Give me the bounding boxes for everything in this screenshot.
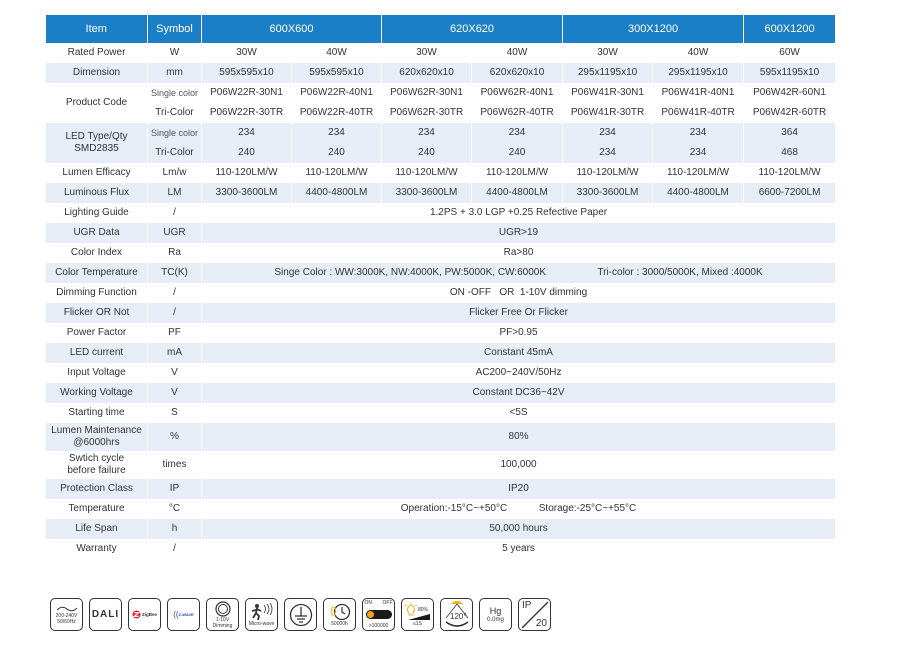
row-lumen-maintenance	[46, 423, 836, 451]
row-symbol: Tri-Color	[148, 143, 202, 163]
row-product-code-single	[46, 83, 836, 103]
cell: 234	[202, 123, 292, 143]
cell: 4400-4800LM	[472, 183, 563, 203]
row-symbol: h	[148, 519, 202, 539]
cell: 620x620x10	[472, 63, 563, 83]
cell: IP20	[202, 479, 836, 499]
cell: 40W	[472, 43, 563, 63]
row-label: Lumen Efficacy	[46, 163, 148, 183]
instant-start-icon: 80% ≤1S	[401, 598, 434, 631]
cell: 234	[563, 143, 653, 163]
row-label: Luminous Flux	[46, 183, 148, 203]
row-dimming	[46, 283, 836, 303]
cell: P06W41R-30TR	[563, 103, 653, 123]
row-symbol: LM	[148, 183, 202, 203]
cell: P06W42R-60TR	[744, 103, 836, 123]
cell: P06W62R-30TR	[382, 103, 472, 123]
row-symbol: S	[148, 403, 202, 423]
cell: UGR>19	[202, 223, 836, 243]
row-label: Life Span	[46, 519, 148, 539]
row-symbol: Lm/w	[148, 163, 202, 183]
cell: 100,000	[202, 451, 836, 479]
cell: 110-120LM/W	[382, 163, 472, 183]
row-life-span	[46, 519, 836, 539]
header-row	[46, 15, 836, 43]
row-protection	[46, 479, 836, 499]
cell: 620x620x10	[382, 63, 472, 83]
row-rated-power	[46, 43, 836, 63]
row-symbol: IP	[148, 479, 202, 499]
row-symbol: %	[148, 423, 202, 451]
cell: 5 years	[202, 539, 836, 559]
row-symbol: TC(K)	[148, 263, 202, 283]
zigbee-icon: ZigBee	[128, 598, 161, 631]
color-temp-single: Singe Color : WW:3000K, NW:4000K, PW:5000K, CW:6000K	[274, 267, 546, 278]
feature-icons-row	[50, 598, 551, 634]
cell: PF>0.95	[202, 323, 836, 343]
row-label-line2: @6000hrs	[73, 437, 120, 448]
row-label: Input Voltage	[46, 363, 148, 383]
cell: 40W	[653, 43, 744, 63]
row-label	[46, 423, 148, 451]
cell: 110-120LM/W	[292, 163, 382, 183]
cell: P06W62R-40N1	[472, 83, 563, 103]
cell: 234	[563, 123, 653, 143]
row-led-current	[46, 343, 836, 363]
cell: 240	[202, 143, 292, 163]
row-label: Temperature	[46, 499, 148, 519]
cell: 110-120LM/W	[472, 163, 563, 183]
cell: P06W41R-40N1	[653, 83, 744, 103]
row-ugr	[46, 223, 836, 243]
cell	[202, 263, 836, 283]
cell: 6600-7200LM	[744, 183, 836, 203]
cell: 60W	[744, 43, 836, 63]
cell: 234	[382, 123, 472, 143]
cell: 240	[292, 143, 382, 163]
cell: 30W	[202, 43, 292, 63]
row-label: Color Index	[46, 243, 148, 263]
cell: 40W	[292, 43, 382, 63]
row-symbol: W	[148, 43, 202, 63]
cell: 4400-4800LM	[292, 183, 382, 203]
cell: 295x1195x10	[563, 63, 653, 83]
cell: 595x595x10	[202, 63, 292, 83]
cell: Constant DC36~42V	[202, 383, 836, 403]
row-symbol: V	[148, 383, 202, 403]
row-input-voltage	[46, 363, 836, 383]
cell: 234	[292, 123, 382, 143]
svg-text:120°: 120°	[449, 611, 467, 621]
header-600x600: 600X600	[202, 15, 382, 43]
cell: 110-120LM/W	[653, 163, 744, 183]
cell	[202, 499, 836, 519]
row-symbol: UGR	[148, 223, 202, 243]
row-label: Protection Class	[46, 479, 148, 499]
row-label: Product Code	[46, 83, 148, 123]
cell: 80%	[202, 423, 836, 451]
row-working-voltage	[46, 383, 836, 403]
cell: 234	[653, 123, 744, 143]
cell: 595x595x10	[292, 63, 382, 83]
row-warranty	[46, 539, 836, 559]
cell: 295x1195x10	[653, 63, 744, 83]
row-label: Rated Power	[46, 43, 148, 63]
spec-table	[45, 15, 836, 559]
row-label	[46, 123, 148, 163]
row-label-line1: Swtich cycle	[68, 453, 124, 464]
cell: 364	[744, 123, 836, 143]
cell: P06W22R-40TR	[292, 103, 382, 123]
row-flicker	[46, 303, 836, 323]
row-label: Warranty	[46, 539, 148, 559]
row-label	[46, 451, 148, 479]
cell: P06W22R-40N1	[292, 83, 382, 103]
cell: P06W41R-40TR	[653, 103, 744, 123]
cell: Ra>80	[202, 243, 836, 263]
row-lighting-guide	[46, 203, 836, 223]
row-symbol: /	[148, 303, 202, 323]
row-label-line2: before failure	[67, 465, 126, 476]
cell: AC200~240V/50Hz	[202, 363, 836, 383]
header-620x620: 620X620	[382, 15, 563, 43]
ground-icon	[284, 598, 317, 631]
microwave-sensor-icon: Micro-wave	[245, 598, 278, 631]
row-dimension	[46, 63, 836, 83]
cell: 234	[472, 123, 563, 143]
row-label: Dimension	[46, 63, 148, 83]
ac-voltage-icon: 200-240V 50/60Hz	[50, 598, 83, 631]
row-symbol: Ra	[148, 243, 202, 263]
ip-rating-icon: IP 20	[518, 598, 551, 631]
cell: P06W42R-60N1	[744, 83, 836, 103]
temp-storage: Storage:-25°C~+55°C	[538, 503, 637, 514]
row-label: LED current	[46, 343, 148, 363]
row-symbol: Tri-Color	[148, 103, 202, 123]
row-label: Dimming Function	[46, 283, 148, 303]
row-lumen-efficacy	[46, 163, 836, 183]
mercury-free-icon: Hg 0.0mg	[479, 598, 512, 631]
row-label-line2: SMD2835	[74, 143, 119, 154]
cell: P06W22R-30N1	[202, 83, 292, 103]
row-label-line1: LED Type/Qty	[65, 131, 128, 142]
dali-icon: DALI	[89, 598, 122, 631]
row-symbol: Single color	[148, 123, 202, 143]
cell: 110-120LM/W	[744, 163, 836, 183]
cell: 3300-3600LM	[202, 183, 292, 203]
row-label: UGR Data	[46, 223, 148, 243]
dimming-knob-icon: 1-10V Dimming	[206, 598, 239, 631]
cell: Flicker Free Or Flicker	[202, 303, 836, 323]
cell: <5S	[202, 403, 836, 423]
row-symbol: /	[148, 539, 202, 559]
cell: 3300-3600LM	[382, 183, 472, 203]
lifetime-clock-icon: 50000h	[323, 598, 356, 631]
cell: 1.2PS + 3.0 LGP +0.25 Refective Paper	[202, 203, 836, 223]
cell: 240	[382, 143, 472, 163]
row-label: Power Factor	[46, 323, 148, 343]
cell: 4400-4800LM	[653, 183, 744, 203]
row-label: Working Voltage	[46, 383, 148, 403]
row-symbol: times	[148, 451, 202, 479]
header-item: Item	[46, 15, 148, 43]
row-label: Color Temperature	[46, 263, 148, 283]
row-switch-cycle	[46, 451, 836, 479]
svg-text:80%: 80%	[417, 606, 428, 613]
cell: 30W	[563, 43, 653, 63]
row-color-temp	[46, 263, 836, 283]
row-temperature	[46, 499, 836, 519]
cell: 468	[744, 143, 836, 163]
cell: ON -OFF OR 1-10V dimming	[202, 283, 836, 303]
temp-operation: Operation:-15°C~+50°C	[400, 503, 508, 514]
cell: P06W62R-30N1	[382, 83, 472, 103]
row-label: Starting time	[46, 403, 148, 423]
cell: 240	[472, 143, 563, 163]
header-symbol: Symbol	[148, 15, 202, 43]
row-label-line1: Lumen Maintenance	[51, 425, 142, 436]
row-symbol: /	[148, 203, 202, 223]
cell: 30W	[382, 43, 472, 63]
beam-angle-icon	[440, 598, 473, 631]
row-starting-time	[46, 403, 836, 423]
cell: P06W41R-30N1	[563, 83, 653, 103]
cell: 3300-3600LM	[563, 183, 653, 203]
cell: P06W22R-30TR	[202, 103, 292, 123]
row-color-index	[46, 243, 836, 263]
row-product-code-tri	[46, 103, 836, 123]
cell: 50,000 hours	[202, 519, 836, 539]
row-label: Lighting Guide	[46, 203, 148, 223]
cell: Constant 45mA	[202, 343, 836, 363]
cell: 595x1195x10	[744, 63, 836, 83]
zwave-icon: (( Z-WAVE	[167, 598, 200, 631]
row-symbol: mm	[148, 63, 202, 83]
row-symbol: PF	[148, 323, 202, 343]
cell: 110-120LM/W	[563, 163, 653, 183]
switch-cycle-icon: ON OFF >100000	[362, 598, 395, 631]
color-temp-tri: Tri-color : 3000/5000K, Mixed :4000K	[597, 267, 763, 278]
row-power-factor	[46, 323, 836, 343]
cell: 234	[653, 143, 744, 163]
row-led-qty-single	[46, 123, 836, 143]
row-symbol: /	[148, 283, 202, 303]
row-luminous-flux	[46, 183, 836, 203]
cell: P06W62R-40TR	[472, 103, 563, 123]
row-label: Flicker OR Not	[46, 303, 148, 323]
cell: 110-120LM/W	[202, 163, 292, 183]
header-600x1200: 600X1200	[744, 15, 836, 43]
row-symbol: °C	[148, 499, 202, 519]
header-300x1200: 300X1200	[563, 15, 744, 43]
row-led-qty-tri	[46, 143, 836, 163]
row-symbol: V	[148, 363, 202, 383]
row-symbol: mA	[148, 343, 202, 363]
row-symbol: Single color	[148, 83, 202, 103]
